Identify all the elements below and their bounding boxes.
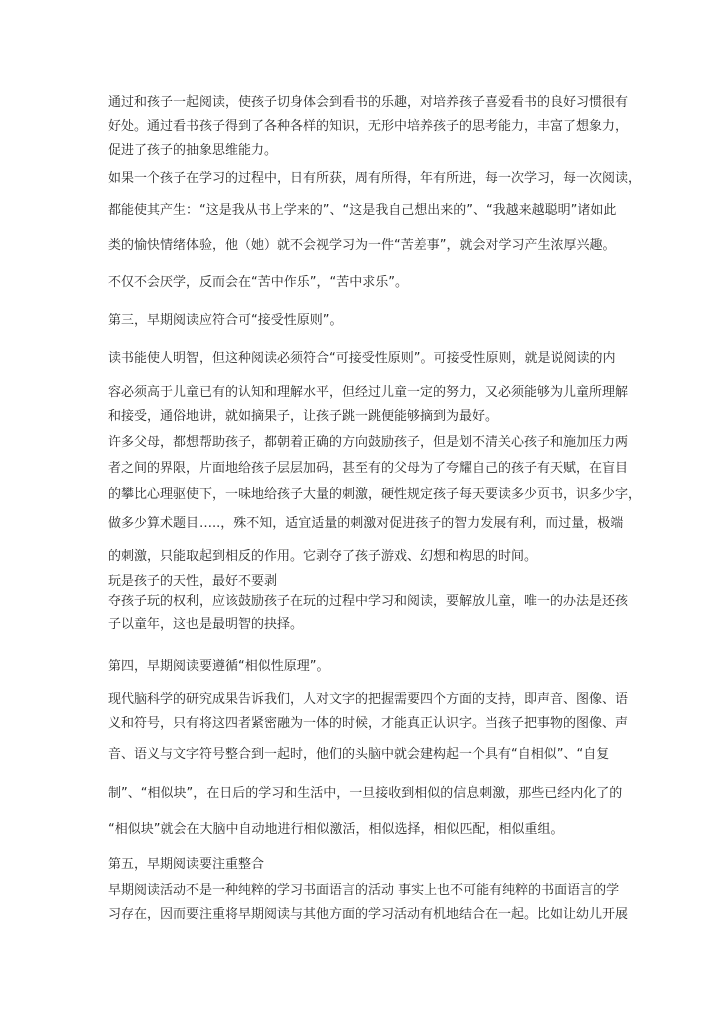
text-line: 都能使其产生：“这是我从书上学来的”、“这是我自己想出来的”、“我越来越聪明”诸如此 bbox=[108, 203, 617, 218]
text-line: 做多少算术题目…..，殊不知，适宜适量的刺激对促进孩子的智力发展有利，而过量，极端 bbox=[108, 516, 624, 531]
section-heading: 第三，早期阅读应符合可“接受性原则”。 bbox=[108, 313, 343, 328]
text-line: 音、语义与文字符号整合到一起时，他们的头脑中就会建构起一个具有“自相似”、“自复 bbox=[108, 747, 610, 762]
text-line: 许多父母，都想帮助孩子，都朝着正确的方向鼓励孩子，但是划不清关心孩子和施加压力两 bbox=[108, 435, 629, 450]
text-line: 的攀比心理驱使下，一味地给孩子大量的刺激，硬性规定孩子每天要读多少页书，识多少字， bbox=[108, 487, 642, 502]
text-line: 如果一个孩子在学习的过程中，日有所获，周有所得，年有所进，每一次学习，每一次阅读， bbox=[108, 171, 642, 186]
text-line: 读书能使人明智，但这种阅读必须符合“可接受性原则”。可接受性原则，就是说阅读的内 bbox=[108, 351, 616, 366]
text-line: 和接受，通俗地讲，就如摘果子，让孩子跳一跳便能够摘到为最好。 bbox=[108, 409, 499, 424]
text-line: 者之间的界限，片面地给孩子层层加码，甚至有的父母为了夸耀自己的孩子有天赋，在盲目 bbox=[108, 461, 629, 476]
text-line: 现代脑科学的研究成果告诉我们，人对文字的把握需要四个方面的支持，即声音、图像、语 bbox=[108, 692, 629, 707]
text-line: 的刺激，只能取起到相反的作用。它剥夺了孩子游戏、幻想和构思的时间。 bbox=[108, 549, 538, 564]
text-line: 不仅不会厌学，反而会在“苦中作乐”，“苦中求乐”。 bbox=[108, 275, 408, 290]
text-line: 制”、“相似块”，在日后的学习和生活中，一旦接收到相似的信息刺激，那些已经内化了的 bbox=[108, 786, 623, 801]
text-line: 促进了孩子的抽象思维能力。 bbox=[108, 143, 278, 158]
text-line: 夺孩子玩的权利，应该鼓励孩子在玩的过程中学习和阅读，要解放儿童，唯一的办法是还孩 bbox=[108, 594, 629, 609]
text-line: 玩是孩子的天性，最好不要剥 bbox=[108, 574, 278, 589]
text-line: 容必须高于儿童已有的认知和理解水平，但经过儿童一定的努力，又必须能够为儿童所理解 bbox=[108, 385, 629, 400]
text-line: 通过和孩子一起阅读，使孩子切身体会到看书的乐趣，对培养孩子喜爱看书的良好习惯很有 bbox=[108, 95, 629, 110]
text-line: 类的愉快情绪体验，他（她）就不会视学习为一件“苦差事”，就会对学习产生浓厚兴趣。 bbox=[108, 238, 616, 253]
text-line: 早期阅读活动不是一种纯粹的学习书面语言的活动 事实上也不可能有纯粹的书面语言的学 bbox=[108, 883, 620, 898]
section-heading: 第四，早期阅读要遵循“相似性原理”。 bbox=[108, 659, 330, 674]
section-heading: 第五，早期阅读要注重整合 bbox=[108, 857, 265, 872]
text-line: 义和符号，只有将这四者紧密融为一体的时候，才能真正认识字。当孩子把事物的图像、声 bbox=[108, 716, 629, 731]
text-line: 习存在，因而要注重将早期阅读与其他方面的学习活动有机地结合在一起。比如让幼儿开展 bbox=[108, 907, 629, 922]
text-line: 好处。通过看书孩子得到了各种各样的知识，无形中培养孩子的思考能力，丰富了想象力， bbox=[108, 119, 629, 134]
text-line: “相似块”就会在大脑中自动地进行相似激活，相似选择，相似匹配，相似重组。 bbox=[108, 822, 564, 837]
text-line: 子以童年，这也是最明智的抉择。 bbox=[108, 617, 304, 632]
